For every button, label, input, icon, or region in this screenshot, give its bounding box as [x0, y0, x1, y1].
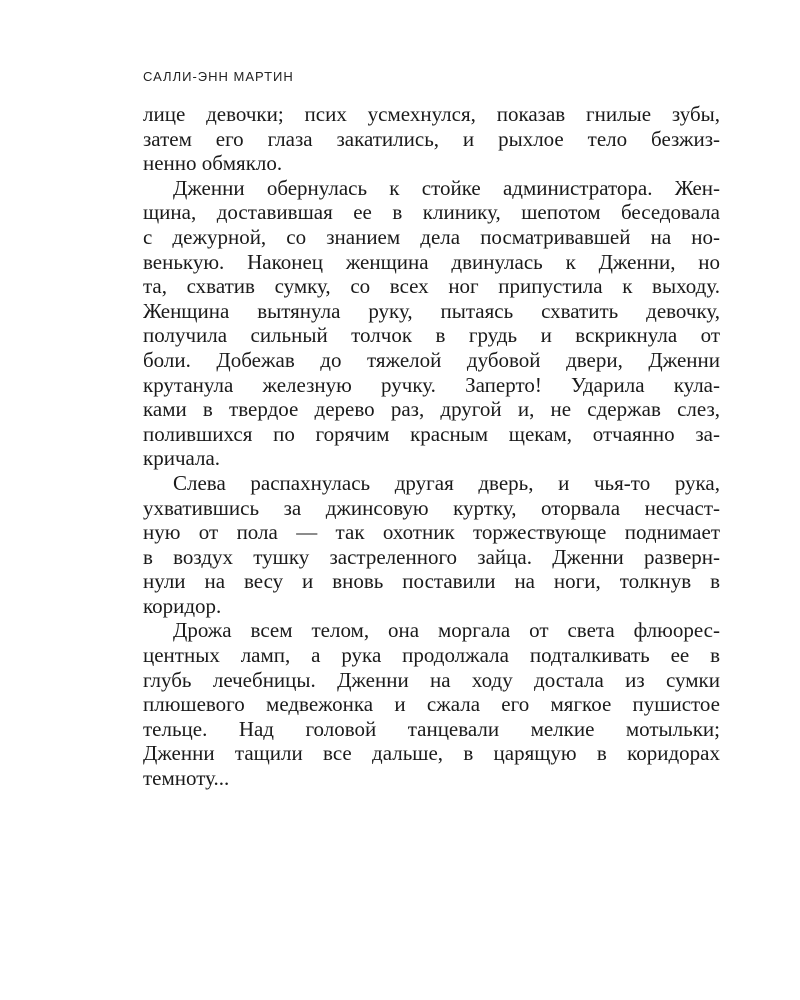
- text-line: тельце. Над головой танцевали мелкие мотыльки;: [143, 716, 720, 741]
- text-line: глубь лечебницы. Дженни на ходу достала из сумки: [143, 667, 720, 692]
- text-line: ненно обмякло.: [143, 151, 283, 176]
- text-line: темноту...: [143, 766, 230, 791]
- text-line: лице девочки; псих усмехнулся, показав гнилые зубы,: [143, 102, 720, 126]
- paragraph: [143, 471, 720, 619]
- text-line: кричала.: [143, 446, 221, 471]
- text-line: та, схватив сумку, со всех ног припустила к выходу.: [143, 274, 720, 299]
- book-page: [143, 68, 720, 791]
- text-line: получила сильный толчок в грудь и вскрикнула от: [143, 323, 720, 348]
- paragraph: [143, 102, 720, 176]
- paragraph: [143, 176, 720, 471]
- text-line: центных ламп, а рука продолжала подталкивать ее в: [143, 643, 720, 668]
- text-line: Женщина вытянула руку, пытаясь схватить девочку,: [143, 298, 720, 323]
- text-line: коридор.: [143, 593, 222, 618]
- text-line: ками в твердое дерево раз, другой и, не сдержав слез,: [143, 397, 720, 422]
- body-text: [143, 102, 720, 791]
- text-line: боли. Добежав до тяжелой дубовой двери, Дженни: [143, 347, 720, 372]
- text-line: ную от пола — так охотник торжествующе поднимает: [143, 520, 720, 545]
- text-line: полившихся по горячим красным щекам, отчаянно за-: [143, 421, 720, 446]
- text-line: венькую. Наконец женщина двинулась к Дженни, но: [143, 249, 720, 274]
- text-line: нули на весу и вновь поставили на ноги, толкнув в: [143, 569, 720, 594]
- text-line: Дженни обернулась к стойке администратора. Жен-: [173, 175, 720, 200]
- text-line: Дрожа всем телом, она моргала от света флюорес-: [173, 618, 720, 643]
- text-line: Слева распахнулась другая дверь, и чья-то рука,: [173, 470, 720, 495]
- text-line: с дежурной, со знанием дела посматривавшей на но-: [143, 224, 720, 249]
- text-line: крутанула железную ручку. Заперто! Ударила кула-: [143, 372, 720, 397]
- paragraph: [143, 618, 720, 790]
- text-line: щина, доставившая ее в клинику, шепотом беседовала: [143, 200, 720, 225]
- text-line: плюшевого медвежонка и сжала его мягкое пушистое: [143, 692, 720, 717]
- running-head: САЛЛИ-ЭНН МАРТИН: [143, 69, 294, 84]
- text-line: Дженни тащили все дальше, в царящую в коридорах: [143, 741, 720, 766]
- text-line: в воздух тушку застреленного зайца. Дженни разверн-: [143, 544, 720, 569]
- text-line: ухватившись за джинсовую куртку, оторвала несчаст-: [143, 495, 720, 520]
- text-line: затем его глаза закатились, и рыхлое тело безжиз-: [143, 126, 720, 151]
